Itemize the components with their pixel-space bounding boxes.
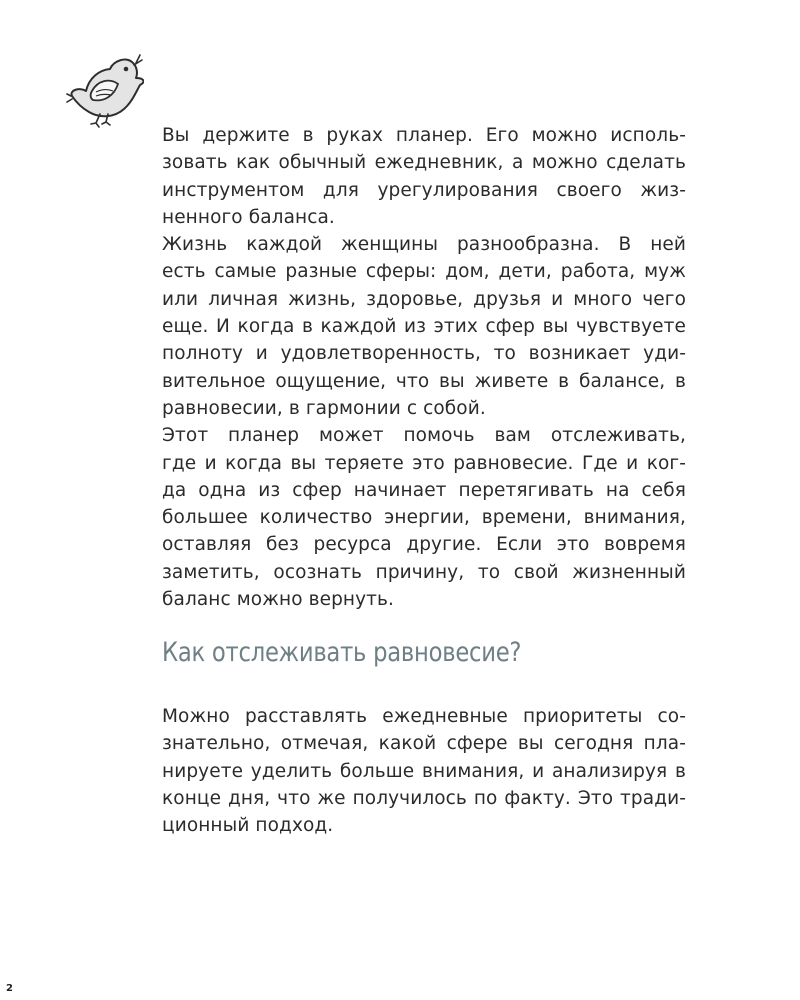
bird-icon [66,52,144,128]
text-line: нируете уделить больше внимания, и анализируя в [162,760,686,782]
text-line: Можно расставлять ежедневные приоритеты со- [162,706,686,727]
text-line: конце дня, что же получилось по факту. Это тради- [162,787,686,809]
text-line: или личная жизнь, здоровье, друзья и много чего [162,288,686,310]
intro-text [138,122,686,613]
paragraph-3 [138,422,686,613]
text-line: зовать как обычный ежедневник, а можно сделать [162,152,686,174]
text-line: еще. И когда в каждой из этих сфер вы чувствуете [162,316,686,338]
text-line: полноту и удовлетворенность, то возникает уди- [162,343,686,365]
text-line: где и когда вы теряете это равновесие. Где и ког- [162,452,686,474]
text-line: Этот планер может помочь вам отслеживать, [162,425,686,447]
text-line: знательно, отмечая, какой сфере вы сегодня пла- [162,733,686,755]
page-number: 2 [6,983,13,994]
text-line: Жизнь каждой женщины разнообразна. В ней [162,234,686,256]
text-line: вительное ощущение, что вы живете в балансе, в [162,370,686,392]
text-line: заметить, осознать причину, то свой жизненный [162,561,686,583]
paragraph-4 [138,703,686,839]
text-line: есть самые разные сферы: дом, дети, работа, муж [162,261,686,283]
section-heading: Как отслеживать равновесие? [162,637,522,668]
paragraph-2 [138,231,686,422]
text-line: да одна из сфер начинает перетягивать на себя [162,479,686,501]
method-text [138,703,686,839]
text-line: большее количество энергии, времени, внимания, [162,507,686,529]
text-line: баланс можно вернуть. [162,589,395,611]
text-line: оставляя без ресурса другие. Если это вовремя [162,534,686,556]
text-line: ненного баланса. [162,206,335,228]
paragraph-1 [138,122,686,231]
text-line: инструментом для урегулирования своего жиз- [162,179,686,201]
text-line: равновесии, в гармонии с собой. [162,397,486,419]
text-line: Вы держите в руках планер. Его можно исполь- [162,125,686,146]
text-line: ционный подход. [162,815,334,837]
